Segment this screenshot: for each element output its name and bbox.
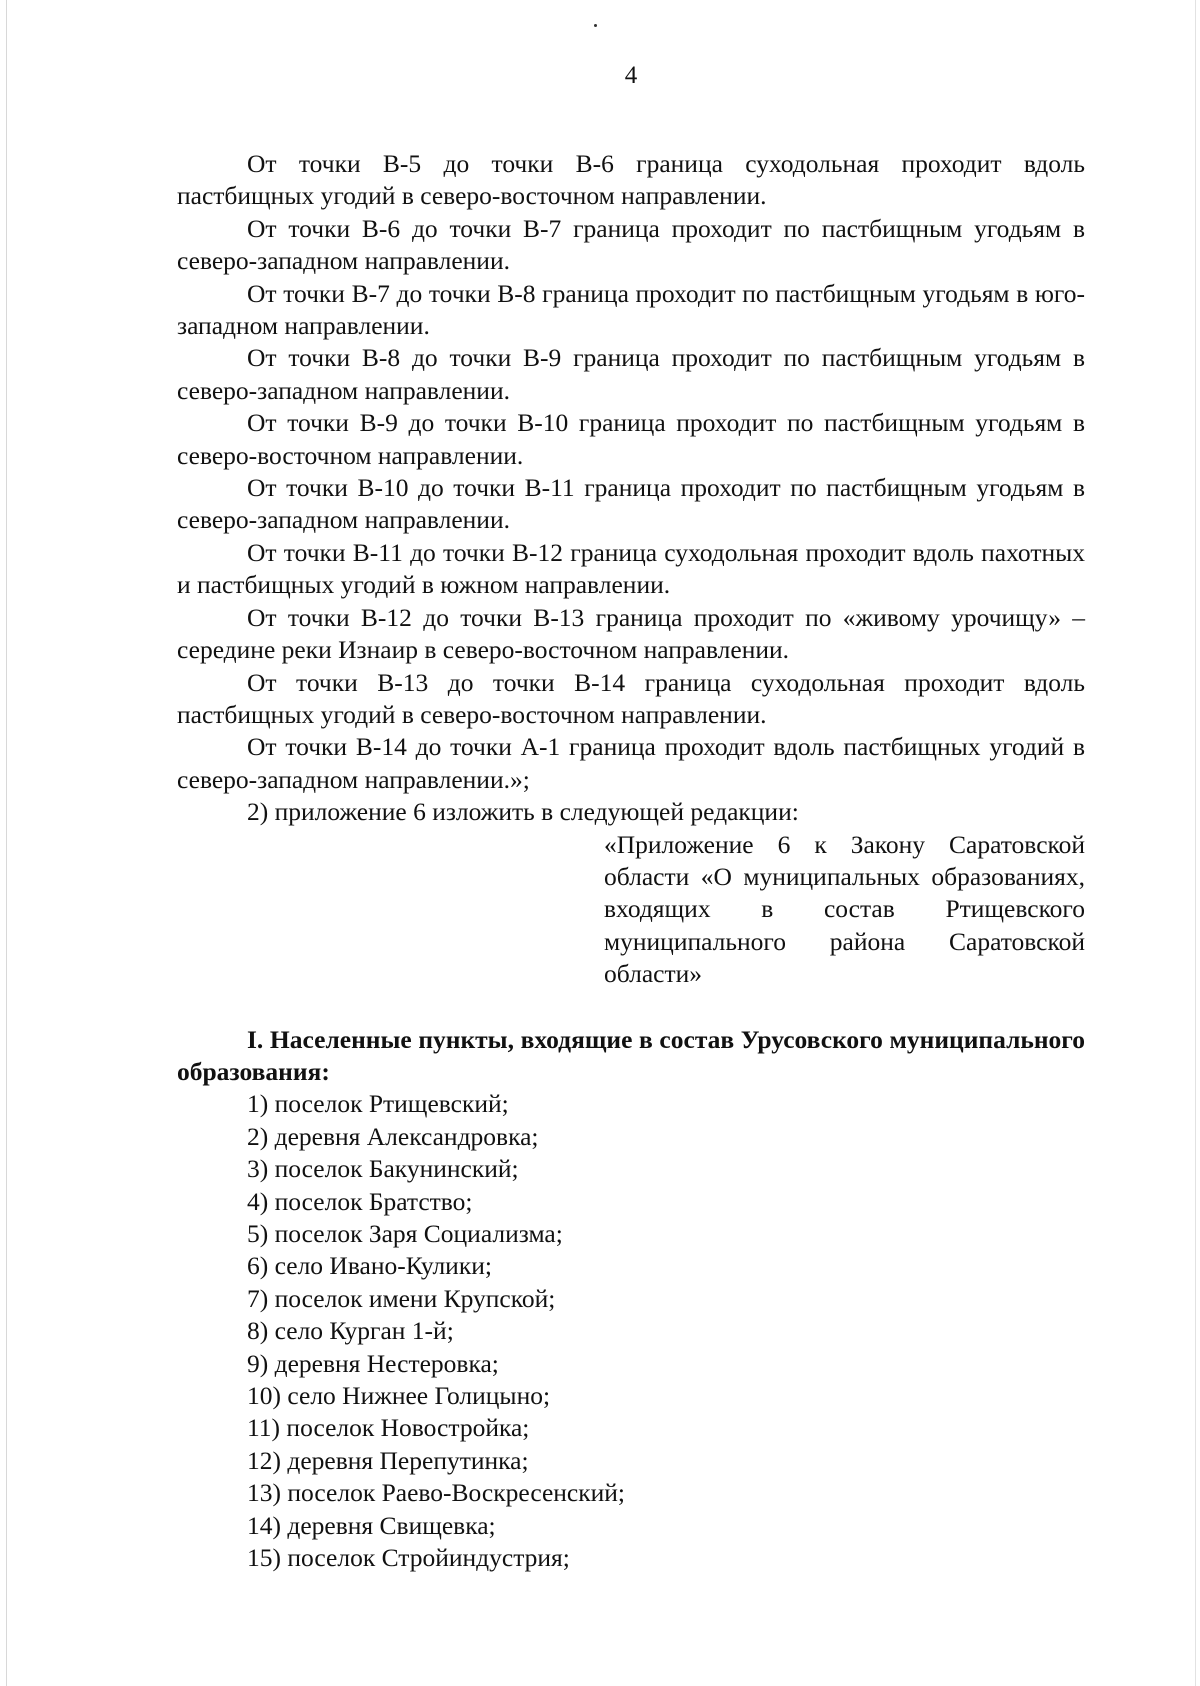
scan-speck (594, 24, 597, 27)
list-item: 10) село Нижнее Голицыно; (247, 1381, 551, 1411)
list-item: 1) поселок Ртищевский; (247, 1089, 509, 1119)
list-item: 7) поселок имени Крупской; (247, 1283, 556, 1313)
section-heading: I. Населенные пункты, входящие в состав Урусовского муниципального образования: (177, 1024, 1085, 1086)
boundary-paragraph: От точки В-7 до точки В-8 граница проходит по пастбищным угодьям в юго-западном направлении. (177, 278, 1085, 341)
list-item: 8) село Курган 1-й; (247, 1316, 454, 1346)
list-item: 3) поселок Бакунинский; (247, 1154, 519, 1184)
settlement-list (177, 1088, 1085, 1574)
list-item: 15) поселок Стройиндустрия; (247, 1543, 570, 1573)
list-item: 9) деревня Нестеровка; (247, 1348, 499, 1378)
boundary-paragraph: От точки В-12 до точки В-13 граница проходит по «живому урочищу» – середине реки Изнаир в северо-восточном направлении. (177, 602, 1085, 665)
boundary-paragraph: От точки В-8 до точки В-9 граница проходит по пастбищным угодьям в северо-западном направлении. (177, 343, 1085, 405)
boundary-paragraph: От точки В-5 до точки В-6 граница суходольная проходит вдоль пастбищных угодий в северо-восточном направлении. (177, 149, 1085, 211)
boundary-paragraph: От точки В-9 до точки В-10 граница проходит по пастбищным угодьям в северо-восточном направлении. (177, 408, 1085, 470)
list-item: 6) село Ивано-Кулики; (247, 1251, 492, 1281)
list-item: 2) деревня Александровка; (247, 1121, 539, 1151)
boundary-paragraph: От точки В-13 до точки В-14 граница суходольная проходит вдоль пастбищных угодий в северо-восточном направлении. (177, 667, 1085, 729)
list-item: 4) поселок Братство; (247, 1186, 473, 1216)
amendment-item: 2) приложение 6 изложить в следующей редакции: (247, 797, 799, 827)
list-item: 13) поселок Раево-Воскресенский; (247, 1478, 625, 1508)
boundary-paragraph: От точки В-6 до точки В-7 граница проходит по пастбищным угодьям в северо-западном направлении. (177, 213, 1085, 276)
page-number: 4 (624, 62, 638, 89)
boundary-paragraph: От точки В-14 до точки А-1 граница проходит вдоль пастбищных угодий в северо-западном направлении.»; (177, 732, 1085, 794)
boundary-paragraph: От точки В-10 до точки В-11 граница проходит по пастбищным угодьям в северо-западном направлении. (177, 473, 1085, 535)
scan-edge-right (1195, 0, 1196, 1686)
list-item: 12) деревня Перепутинка; (247, 1445, 529, 1475)
list-item: 5) поселок Заря Социализма; (247, 1219, 563, 1248)
scan-edge-left (6, 0, 7, 1686)
boundary-paragraph: От точки В-11 до точки В-12 граница суходольная проходит вдоль пахотных и пастбищных угодий в южном направлении. (177, 537, 1085, 600)
document-body (177, 148, 1085, 1574)
appendix-reference: «Приложение 6 к Закону Саратовской области «О муниципальных образованиях, входящих в состав Ртищевского муниципального района Саратовской области» (604, 829, 1085, 989)
list-item: 14) деревня Свищевка; (247, 1510, 496, 1540)
list-item: 11) поселок Новостройка; (247, 1413, 530, 1443)
